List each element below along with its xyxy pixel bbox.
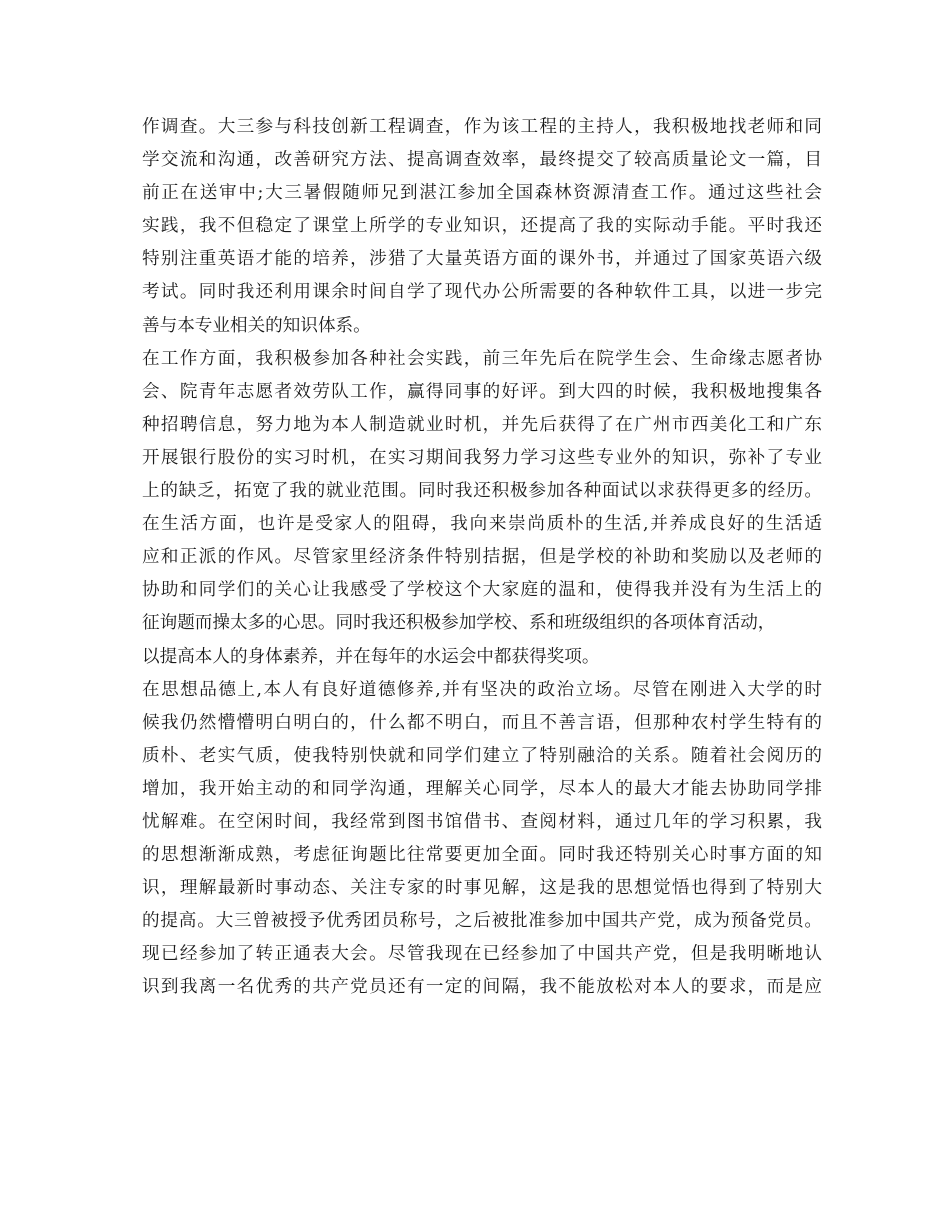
text-line: 种招聘信息，努力地为本人制造就业时机，并先后获得了在广州市西美化工和广东 — [142, 414, 822, 435]
text-line: 作调查。大三参与科技创新工程调查，作为该工程的主持人，我积极地找老师和同 — [142, 117, 822, 137]
text-line: 以提高本人的身体素养，并在每年的水运会中都获得奖项。 — [142, 646, 600, 667]
text-line: 质朴、老实气质，使我特别快就和同学们建立了特别融洽的关系。随着社会阅历的 — [142, 745, 822, 766]
text-line: 学交流和沟通，改善研究方法、提高调查效率，最终提交了较高质量论文一篇，目 — [142, 150, 822, 171]
text-line: 的思想渐渐成熟，考虑征询题比往常要更加全面。同时我还特别关心时事方面的知 — [142, 845, 822, 866]
text-line: 的提高。大三曾被授予优秀团员称号，之后被批准参加中国共产党，成为预备党员。 — [142, 911, 822, 932]
text-line: 现已经参加了转正通表大会。尽管我现在已经参加了中国共产党，但是我明晰地认 — [142, 944, 822, 965]
text-line: 应和正派的作风。尽管家里经济条件特别拮据，但是学校的补助和奖励以及老师的 — [142, 547, 822, 568]
text-line: 识到我离一名优秀的共产党员还有一定的间隔，我不能放松对本人的要求，而是应 — [142, 977, 822, 998]
text-line: 上的缺乏，拓宽了我的就业范围。同时我还积极参加各种面试以求获得更多的经历。 — [142, 481, 822, 502]
text-line: 实践，我不但稳定了课堂上所学的专业知识，还提高了我的实际动手能。平时我还 — [142, 216, 822, 237]
text-line: 增加，我开始主动的和同学沟通，理解关心同学，尽本人的最大才能去协助同学排 — [142, 778, 822, 799]
text-line: 协助和同学们的关心让我感受了学校这个大家庭的温和，使得我并没有为生活上的 — [142, 580, 822, 601]
text-line: 在工作方面，我积极参加各种社会实践，前三年先后在院学生会、生命缘志愿者协 — [142, 348, 822, 369]
text-line: 在思想品德上,本人有良好道德修养,并有坚决的政治立场。尽管在刚进入大学的时 — [142, 679, 822, 700]
text-line: 前正在送审中;大三暑假随师兄到湛江参加全国森林资源清查工作。通过这些社会 — [142, 183, 822, 204]
text-line: 在生活方面，也许是受家人的阻碍，我向来崇尚质朴的生活,并养成良好的生活适 — [142, 514, 822, 535]
text-line: 会、院青年志愿者效劳队工作，赢得同事的好评。到大四的时候，我积极地搜集各 — [142, 381, 822, 402]
text-line: 考试。同时我还利用课余时间自学了现代办公所需要的各种软件工具，以进一步完 — [142, 282, 822, 303]
text-line: 特别注重英语才能的培养，涉猎了大量英语方面的课外书，并通过了国家英语六级 — [142, 249, 822, 270]
text-line: 开展银行股份的实习时机，在实习期间我努力学习这些专业外的知识，弥补了专业 — [142, 447, 822, 468]
text-line: 忧解难。在空闲时间，我经常到图书馆借书、查阅材料，通过几年的学习积累，我 — [142, 811, 822, 832]
text-line: 征询题而操太多的心思。同时我还积极参加学校、系和班级组织的各项体育活动， — [142, 613, 776, 634]
text-line: 识，理解最新时事动态、关注专家的时事见解，这是我的思想觉悟也得到了特别大 — [142, 878, 822, 899]
document-body — [142, 111, 822, 1005]
text-line: 候我仍然懵懵明白明白的，什么都不明白，而且不善言语，但那种农村学生特有的 — [142, 712, 822, 733]
text-line: 善与本专业相关的知识体系。 — [142, 315, 371, 336]
